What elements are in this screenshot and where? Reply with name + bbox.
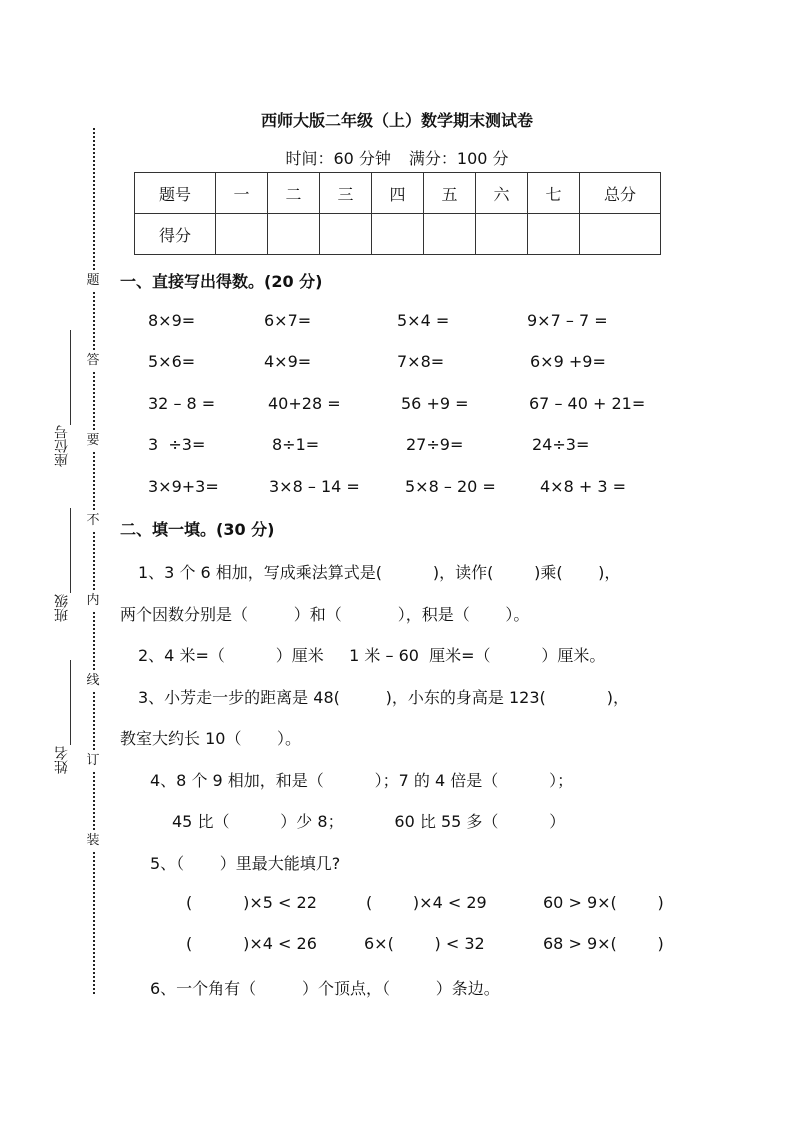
score-table-header-row: [135, 173, 661, 214]
calc-item: 40+28 =: [268, 394, 341, 413]
score-table: [134, 172, 661, 255]
calc-item: 5×8 – 20 =: [405, 477, 496, 496]
binding-char: 装: [84, 832, 102, 850]
binding-char: 内: [84, 592, 102, 610]
exam-title: 西师大版二年级（上）数学期末测试卷: [260, 111, 533, 130]
calc-item: 8×9=: [148, 311, 196, 330]
question-line: 6、一个角有（ ）个顶点，（ ）条边。: [150, 979, 500, 998]
calc-item: 56 +9 =: [401, 394, 469, 413]
table-cell: 三: [320, 173, 372, 214]
question-line: 3、小芳走一步的距离是 48( )，小东的身高是 123( )，: [138, 688, 630, 707]
name-field[interactable]: [70, 660, 71, 745]
question-line: 5、（ ）里最大能填几?: [150, 854, 341, 873]
table-cell: 六: [476, 173, 528, 214]
binding-char: 题: [84, 272, 102, 290]
table-cell: 四: [372, 173, 424, 214]
calc-item: 7×8=: [397, 352, 445, 371]
calc-item: 4×9=: [264, 352, 312, 371]
question-line: 教室大约长 10（ ）。: [120, 729, 302, 748]
score-entry-cell[interactable]: [320, 214, 372, 255]
score-entry-cell[interactable]: [580, 214, 661, 255]
inequality-item: 60 > 9×( ): [543, 893, 664, 912]
class-label: 班级: [54, 594, 70, 622]
question-line: 两个因数分别是（ ）和（ ），积是（ ）。: [120, 605, 530, 624]
binding-char: 要: [84, 432, 102, 450]
calc-item: 9×7 – 7 =: [527, 311, 608, 330]
question-line: 4、8 个 9 相加，和是（ ）；7 的 4 倍是（ ）；: [150, 771, 574, 790]
score-entry-cell[interactable]: [372, 214, 424, 255]
full-score-label: 满分：100 分: [408, 149, 509, 168]
time-label: 时间：60 分钟: [285, 149, 391, 168]
exam-subtitle: [0, 146, 794, 169]
table-cell: 五: [424, 173, 476, 214]
calc-item: 32 – 8 =: [148, 394, 216, 413]
calc-item: 6×9 +9=: [530, 352, 606, 371]
inequality-item: 68 > 9×( ): [543, 934, 664, 953]
seat-number-field[interactable]: [70, 330, 71, 425]
question-line: 45 比（ ）少 8； 60 比 55 多（ ）: [172, 812, 566, 831]
calc-item: 24÷3=: [532, 435, 590, 454]
calc-item: 3×9+3=: [148, 477, 219, 496]
calc-item: 3 ÷3=: [148, 435, 206, 454]
calc-item: 5×4 =: [397, 311, 450, 330]
calc-item: 5×6=: [148, 352, 196, 371]
class-field[interactable]: [70, 508, 71, 593]
question-line: 1、3 个 6 相加，写成乘法算式是( )，读作( )乘( )，: [138, 563, 621, 582]
table-cell: 题号: [135, 173, 216, 214]
inequality-item: ( )×5 < 22: [186, 893, 317, 912]
table-cell: 七: [528, 173, 580, 214]
score-entry-cell[interactable]: [424, 214, 476, 255]
calc-item: 4×8 + 3 =: [540, 477, 627, 496]
binding-char: 订: [84, 752, 102, 770]
calc-item: 67 – 40 + 21=: [529, 394, 646, 413]
inequality-item: ( )×4 < 26: [186, 934, 317, 953]
section-2-heading: 二、填一填。(30 分): [120, 520, 275, 539]
score-entry-cell[interactable]: [216, 214, 268, 255]
calc-item: 6×7=: [264, 311, 312, 330]
score-entry-cell[interactable]: [476, 214, 528, 255]
inequality-item: 6×( ) < 32: [364, 934, 485, 953]
calc-item: 27÷9=: [406, 435, 464, 454]
table-cell: 得分: [135, 214, 216, 255]
section-1-heading: 一、直接写出得数。(20 分): [120, 272, 323, 291]
table-cell: 总分: [580, 173, 661, 214]
calc-item: 8÷1=: [272, 435, 320, 454]
binding-char: 答: [84, 352, 102, 370]
table-cell: 一: [216, 173, 268, 214]
binding-char: 线: [84, 672, 102, 690]
table-cell: 二: [268, 173, 320, 214]
binding-dotted-line: [93, 128, 95, 994]
binding-char: 不: [84, 512, 102, 530]
seat-number-label: 座位号: [54, 425, 70, 467]
score-entry-cell[interactable]: [528, 214, 580, 255]
score-table-score-row: [135, 214, 661, 255]
name-label: 姓名: [54, 746, 70, 774]
inequality-item: ( )×4 < 29: [366, 893, 487, 912]
score-entry-cell[interactable]: [268, 214, 320, 255]
calc-item: 3×8 – 14 =: [269, 477, 360, 496]
question-line: 2、4 米=（ ）厘米 1 米 – 60 厘米=（ ）厘米。: [138, 646, 606, 665]
